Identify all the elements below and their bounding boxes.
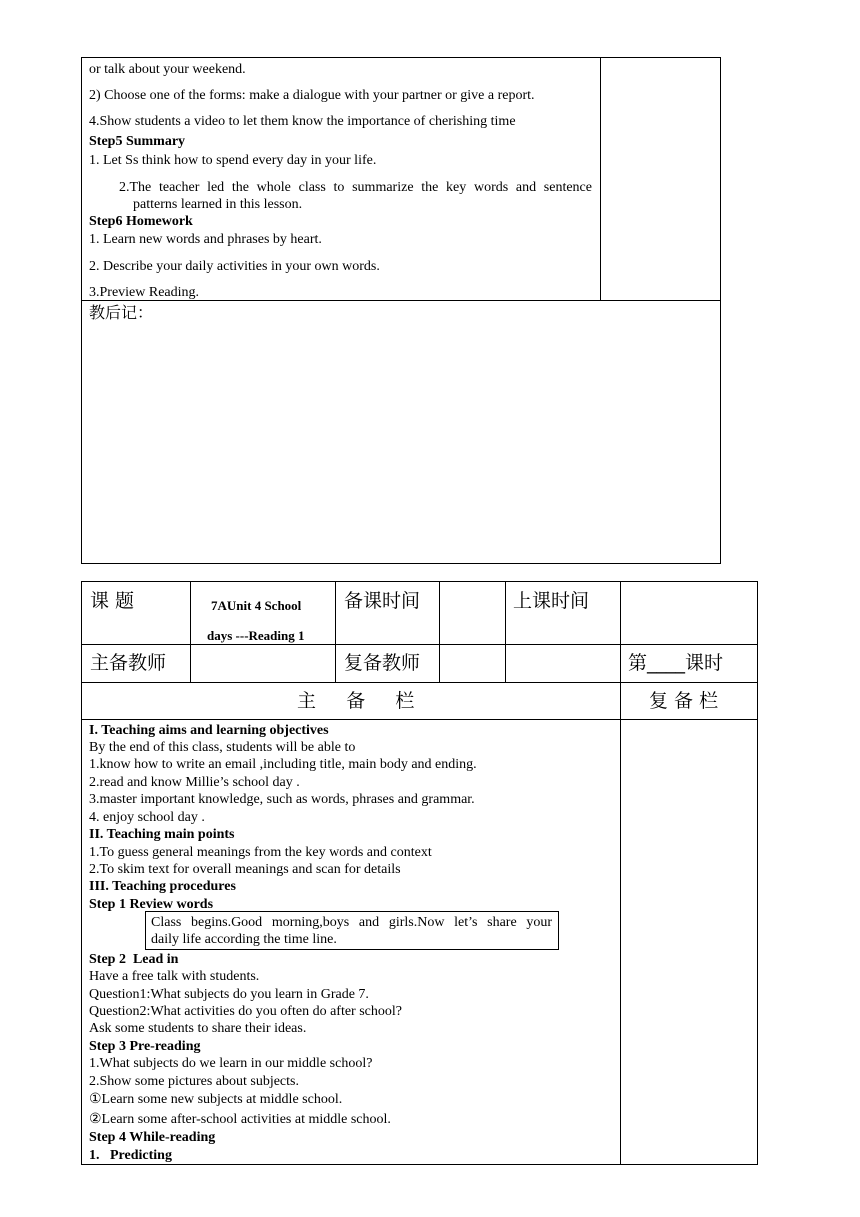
step3-line: 2.Show some pictures about subjects. (89, 1074, 299, 1089)
topic-value-continuation: days ---Reading 1 (207, 628, 305, 643)
step3-line: 1.What subjects do we learn in our middle school? (89, 1056, 373, 1071)
step6-heading: Step6 Homework (89, 214, 193, 229)
class-time-label: 上课时间 (513, 590, 590, 612)
step5-item-continuation: patterns learned in this lesson. (133, 197, 303, 212)
step3-line: ①Learn some new subjects at middle school. (89, 1092, 343, 1107)
row-divider (81, 682, 758, 683)
column-divider (620, 581, 621, 1165)
topic-label: 课 题 (90, 590, 135, 612)
step2-heading: Step 2 Lead in (89, 952, 179, 967)
period-label: 第____课时 (628, 652, 724, 674)
step3-line: ②Learn some after-school activities at middle school. (89, 1112, 391, 1127)
points-heading: II. Teaching main points (89, 827, 235, 842)
top-table-column-divider (600, 57, 601, 301)
review-teacher-label: 复备教师 (344, 652, 421, 674)
step1-heading: Step 1 Review words (89, 897, 214, 912)
aim-item: 1.know how to write an email ,including title, main body and ending. (89, 757, 477, 772)
row-divider (81, 644, 758, 645)
main-column-label: 主 备 栏 (297, 690, 415, 712)
procedures-heading: III. Teaching procedures (89, 879, 236, 894)
aim-item: 4. enjoy school day . (89, 810, 205, 825)
aims-heading: I. Teaching aims and learning objectives (89, 723, 329, 738)
aim-item: 2.read and know Millie’s school day . (89, 775, 300, 790)
step3-heading: Step 3 Pre-reading (89, 1039, 201, 1054)
step5-item: 2.The teacher led the whole class to summarize the key words and sentence (119, 180, 592, 195)
step2-line: Have a free talk with students. (89, 969, 260, 984)
point-item: 1.To guess general meanings from the key words and context (89, 845, 432, 860)
step4-heading: Step 4 While-reading (89, 1130, 216, 1145)
text-line: or talk about your weekend. (89, 62, 246, 77)
point-item: 2.To skim text for overall meanings and scan for details (89, 862, 401, 877)
step5-item: 1. Let Ss think how to spend every day in your life. (89, 153, 377, 168)
aim-item: 3.master important knowledge, such as words, phrases and grammar. (89, 792, 475, 807)
step1-textbox-line: daily life according the time line. (151, 932, 337, 947)
step1-textbox-line: Class begins.Good morning,boys and girls.Now let’s share your (151, 915, 552, 930)
topic-value: 7AUnit 4 School (211, 598, 302, 613)
step2-line: Question1:What subjects do you learn in Grade 7. (89, 987, 369, 1002)
step2-line: Ask some students to share their ideas. (89, 1021, 307, 1036)
text-line: 4.Show students a video to let them know the importance of cherishing time (89, 114, 516, 129)
step5-heading: Step5 Summary (89, 134, 186, 149)
column-divider (505, 581, 506, 682)
column-divider (439, 581, 440, 682)
prep-time-label: 备课时间 (344, 590, 421, 612)
step4-item: 1. Predicting (89, 1148, 172, 1163)
step6-item: 2. Describe your daily activities in your own words. (89, 259, 380, 274)
row-divider (81, 719, 758, 720)
reflection-label: 教后记： (89, 303, 154, 322)
review-column-label: 复 备 栏 (649, 690, 719, 712)
step2-line: Question2:What activities do you often do after school? (89, 1004, 402, 1019)
column-divider (335, 581, 336, 682)
text-line: 2) Choose one of the forms: make a dialogue with your partner or give a report. (89, 88, 535, 103)
step6-item: 1. Learn new words and phrases by heart. (89, 232, 322, 247)
column-divider (190, 581, 191, 682)
main-teacher-label: 主备教师 (90, 652, 167, 674)
aims-intro: By the end of this class, students will be able to (89, 740, 356, 755)
step6-item: 3.Preview Reading. (89, 285, 200, 300)
